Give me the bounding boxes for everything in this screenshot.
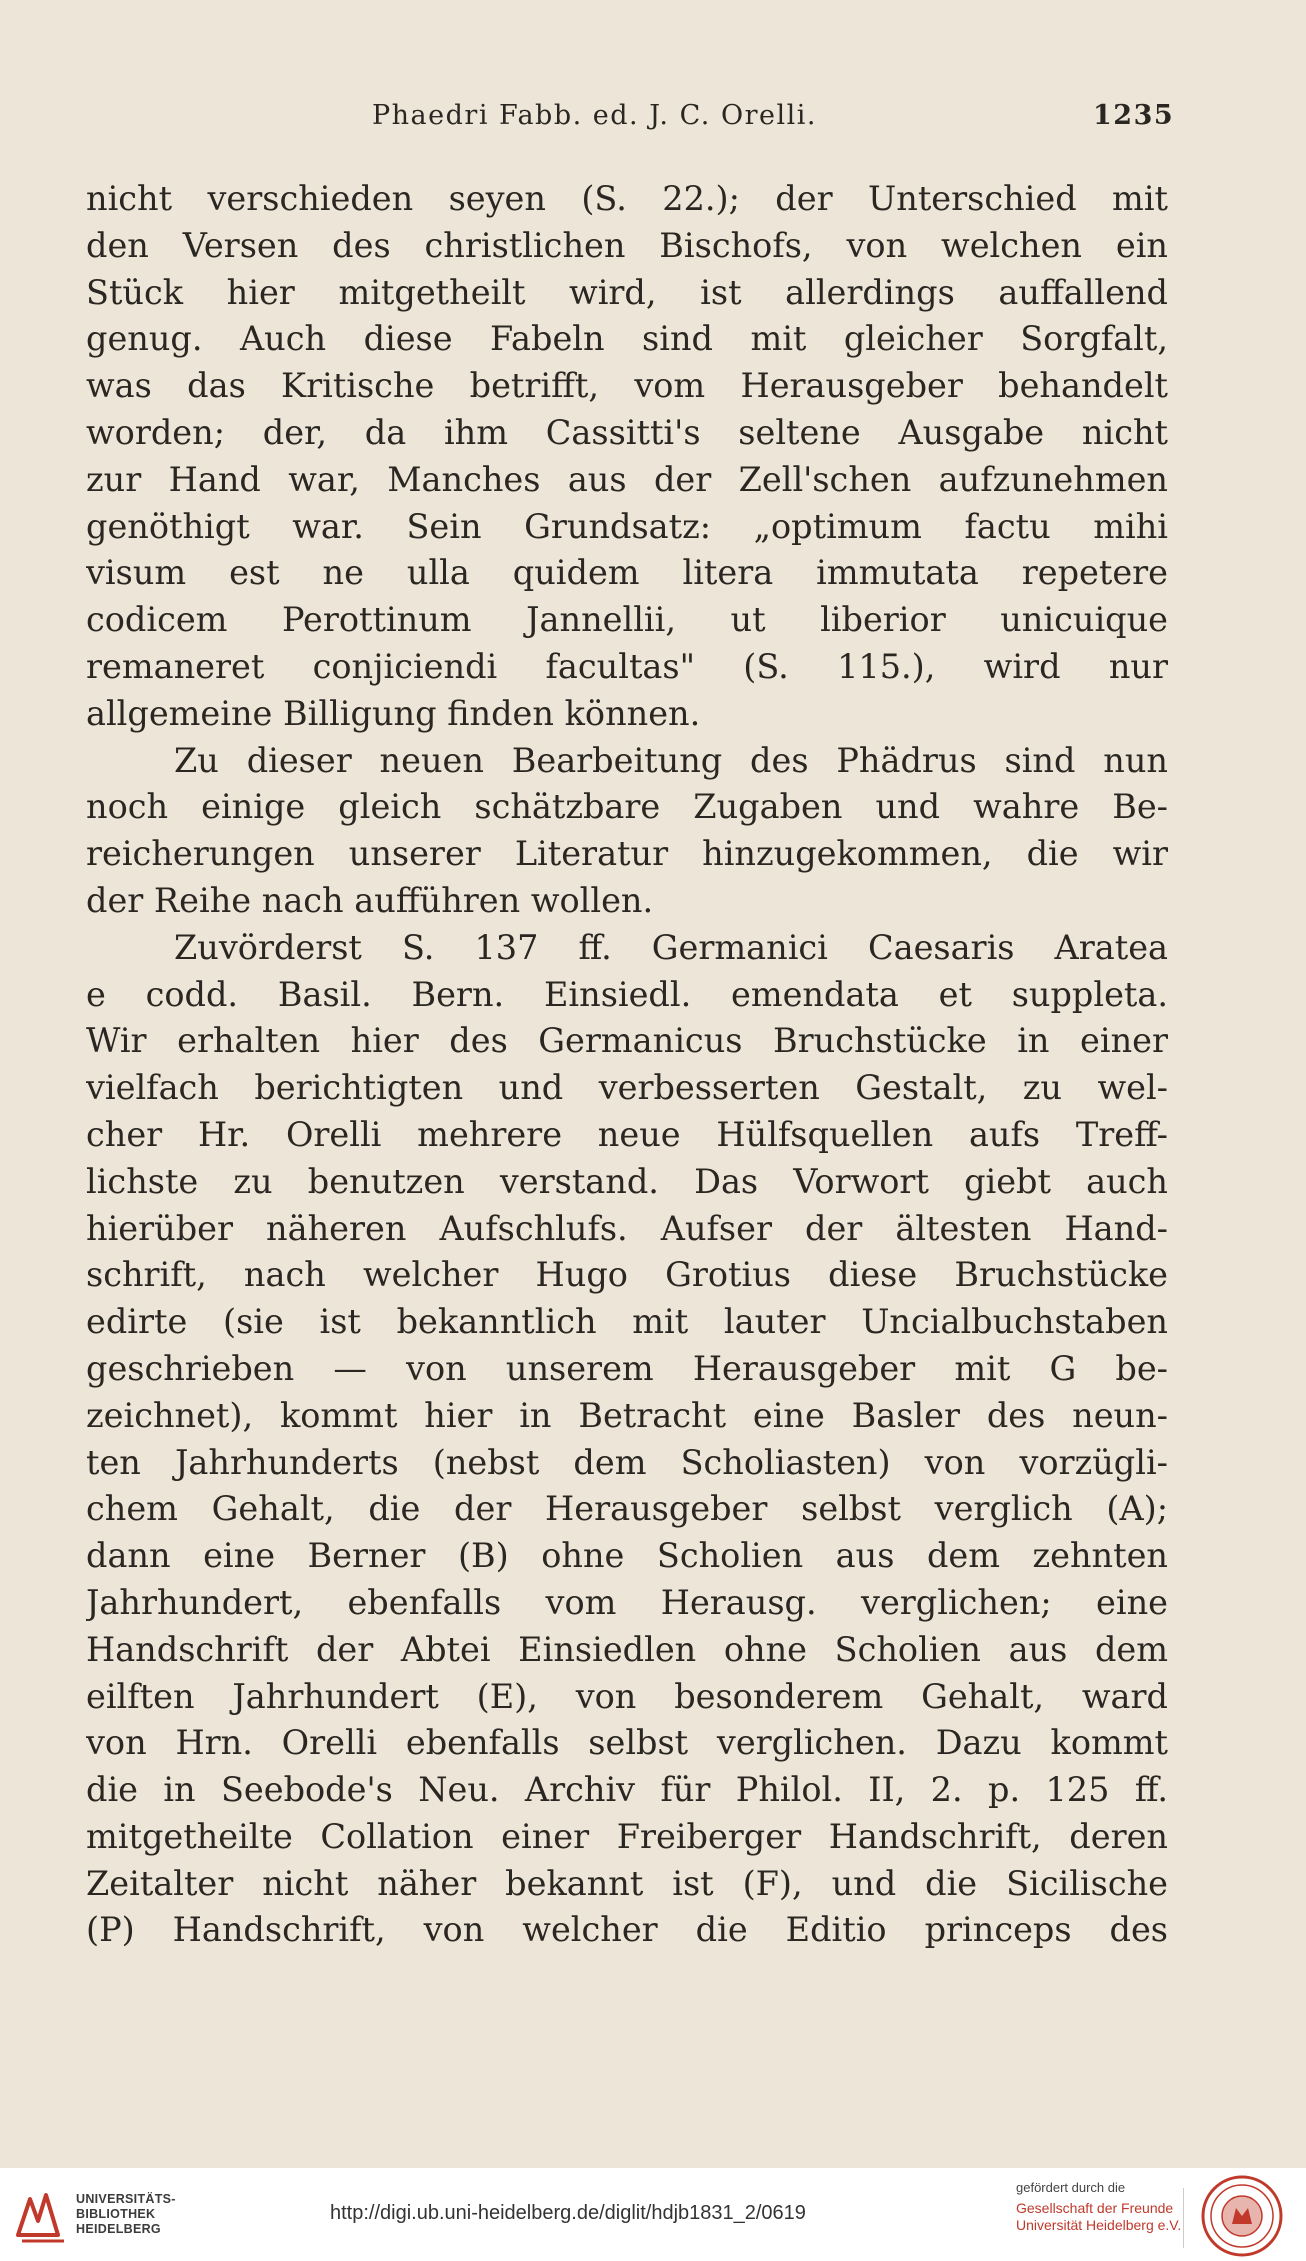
- text-line: schrift, nach welcher Hugo Grotius diese Bruchstücke: [86, 1255, 1168, 1295]
- text-line: was das Kritische betrifft, vom Herausgeber behandelt: [86, 366, 1168, 406]
- text-line: die in Seebode's Neu. Archiv für Philol. II, 2. p. 125 ff.: [86, 1770, 1168, 1810]
- text-line: nicht verschieden seyen (S. 22.); der Unterschied mit: [86, 179, 1168, 218]
- text-line: Stück hier mitgetheilt wird, ist allerdings auffallend: [86, 272, 1168, 312]
- text-line: Zuvörderst S. 137 ff. Germanici Caesaris Aratea: [174, 927, 1168, 967]
- text-line: reicherungen unserer Literatur hinzugekommen, die wir: [86, 834, 1168, 874]
- text-line: edirte (sie ist bekanntlich mit lauter Uncialbuchstaben: [86, 1302, 1168, 1342]
- library-logo-icon: [12, 2185, 72, 2249]
- text-line: ten Jahrhunderts (nebst dem Scholiasten) von vorzügli-: [86, 1442, 1168, 1482]
- text-line: worden; der, da ihm Cassitti's seltene Ausgabe nicht: [86, 412, 1168, 452]
- university-seal-icon: [1200, 2174, 1284, 2258]
- page-number: 1235: [1093, 100, 1175, 131]
- text-line: lichste zu benutzen verstand. Das Vorwort giebt auch: [86, 1161, 1168, 1201]
- viewer-footer: [0, 2168, 1306, 2261]
- text-line: der Reihe nach aufführen wollen.: [86, 880, 654, 920]
- text-line: zeichnet), kommt hier in Betracht eine Basler des neun-: [86, 1395, 1168, 1435]
- running-head: [0, 100, 1306, 140]
- footer-divider: [1183, 2188, 1184, 2248]
- text-line: Jahrhundert, ebenfalls vom Herausg. verglichen; eine: [86, 1582, 1168, 1622]
- text-line: geschrieben — von unserem Herausgeber mit G be-: [86, 1348, 1168, 1388]
- text-line: codicem Perottinum Jannellii, ut liberior unicuique: [86, 600, 1168, 640]
- permalink-url[interactable]: http://digi.ub.uni-heidelberg.de/diglit/hdjb1831_2/0619: [330, 2202, 806, 2224]
- funded-by-label: gefördert durch die: [1016, 2180, 1126, 2195]
- society-name: Gesellschaft der Freunde Universität Heidelberg e.V.: [1016, 2200, 1182, 2233]
- body-text: [86, 176, 1168, 1954]
- text-line: Handschrift der Abtei Einsiedlen ohne Scholien aus dem: [86, 1629, 1168, 1669]
- text-line: dann eine Berner (B) ohne Scholien aus dem zehnten: [86, 1536, 1168, 1576]
- text-line: genug. Auch diese Fabeln sind mit gleicher Sorgfalt,: [86, 319, 1168, 359]
- text-line: hierüber näheren Aufschlufs. Aufser der ältesten Hand-: [86, 1208, 1168, 1248]
- text-line: vielfach berichtigten und verbesserten Gestalt, zu wel-: [86, 1068, 1168, 1108]
- text-line: (P) Handschrift, von welcher die Editio princeps des: [86, 1910, 1168, 1950]
- text-line: remaneret conjiciendi facultas" (S. 115.), wird nur: [86, 646, 1168, 686]
- text-line: chem Gehalt, die der Herausgeber selbst verglich (A);: [86, 1489, 1168, 1529]
- text-line: noch einige gleich schätzbare Zugaben und wahre Be-: [86, 787, 1168, 827]
- library-name: UNIVERSITÄTS- BIBLIOTHEK HEIDELBERG: [76, 2192, 176, 2236]
- running-title: Phaedri Fabb. ed. J. C. Orelli.: [372, 100, 817, 131]
- text-line: Zeitalter nicht näher bekannt ist (F), und die Sicilische: [86, 1863, 1168, 1903]
- text-line: von Hrn. Orelli ebenfalls selbst verglichen. Dazu kommt: [86, 1723, 1168, 1763]
- text-line: den Versen des christlichen Bischofs, von welchen ein: [86, 225, 1168, 265]
- text-line: Zu dieser neuen Bearbeitung des Phädrus sind nun: [174, 740, 1168, 780]
- text-line: cher Hr. Orelli mehrere neue Hülfsquellen aufs Treff-: [86, 1114, 1168, 1154]
- text-line: visum est ne ulla quidem litera immutata repetere: [86, 553, 1168, 593]
- text-line: Wir erhalten hier des Germanicus Bruchstücke in einer: [86, 1021, 1168, 1061]
- text-line: eilften Jahrhundert (E), von besonderem Gehalt, ward: [86, 1676, 1168, 1716]
- text-line: genöthigt war. Sein Grundsatz: „optimum factu mihi: [86, 506, 1168, 546]
- text-line: zur Hand war, Manches aus der Zell'schen aufzunehmen: [86, 459, 1168, 499]
- text-line: mitgetheilte Collation einer Freiberger Handschrift, deren: [86, 1816, 1168, 1856]
- text-line: e codd. Basil. Bern. Einsiedl. emendata et suppleta.: [86, 974, 1168, 1014]
- text-line: allgemeine Billigung finden können.: [86, 693, 701, 733]
